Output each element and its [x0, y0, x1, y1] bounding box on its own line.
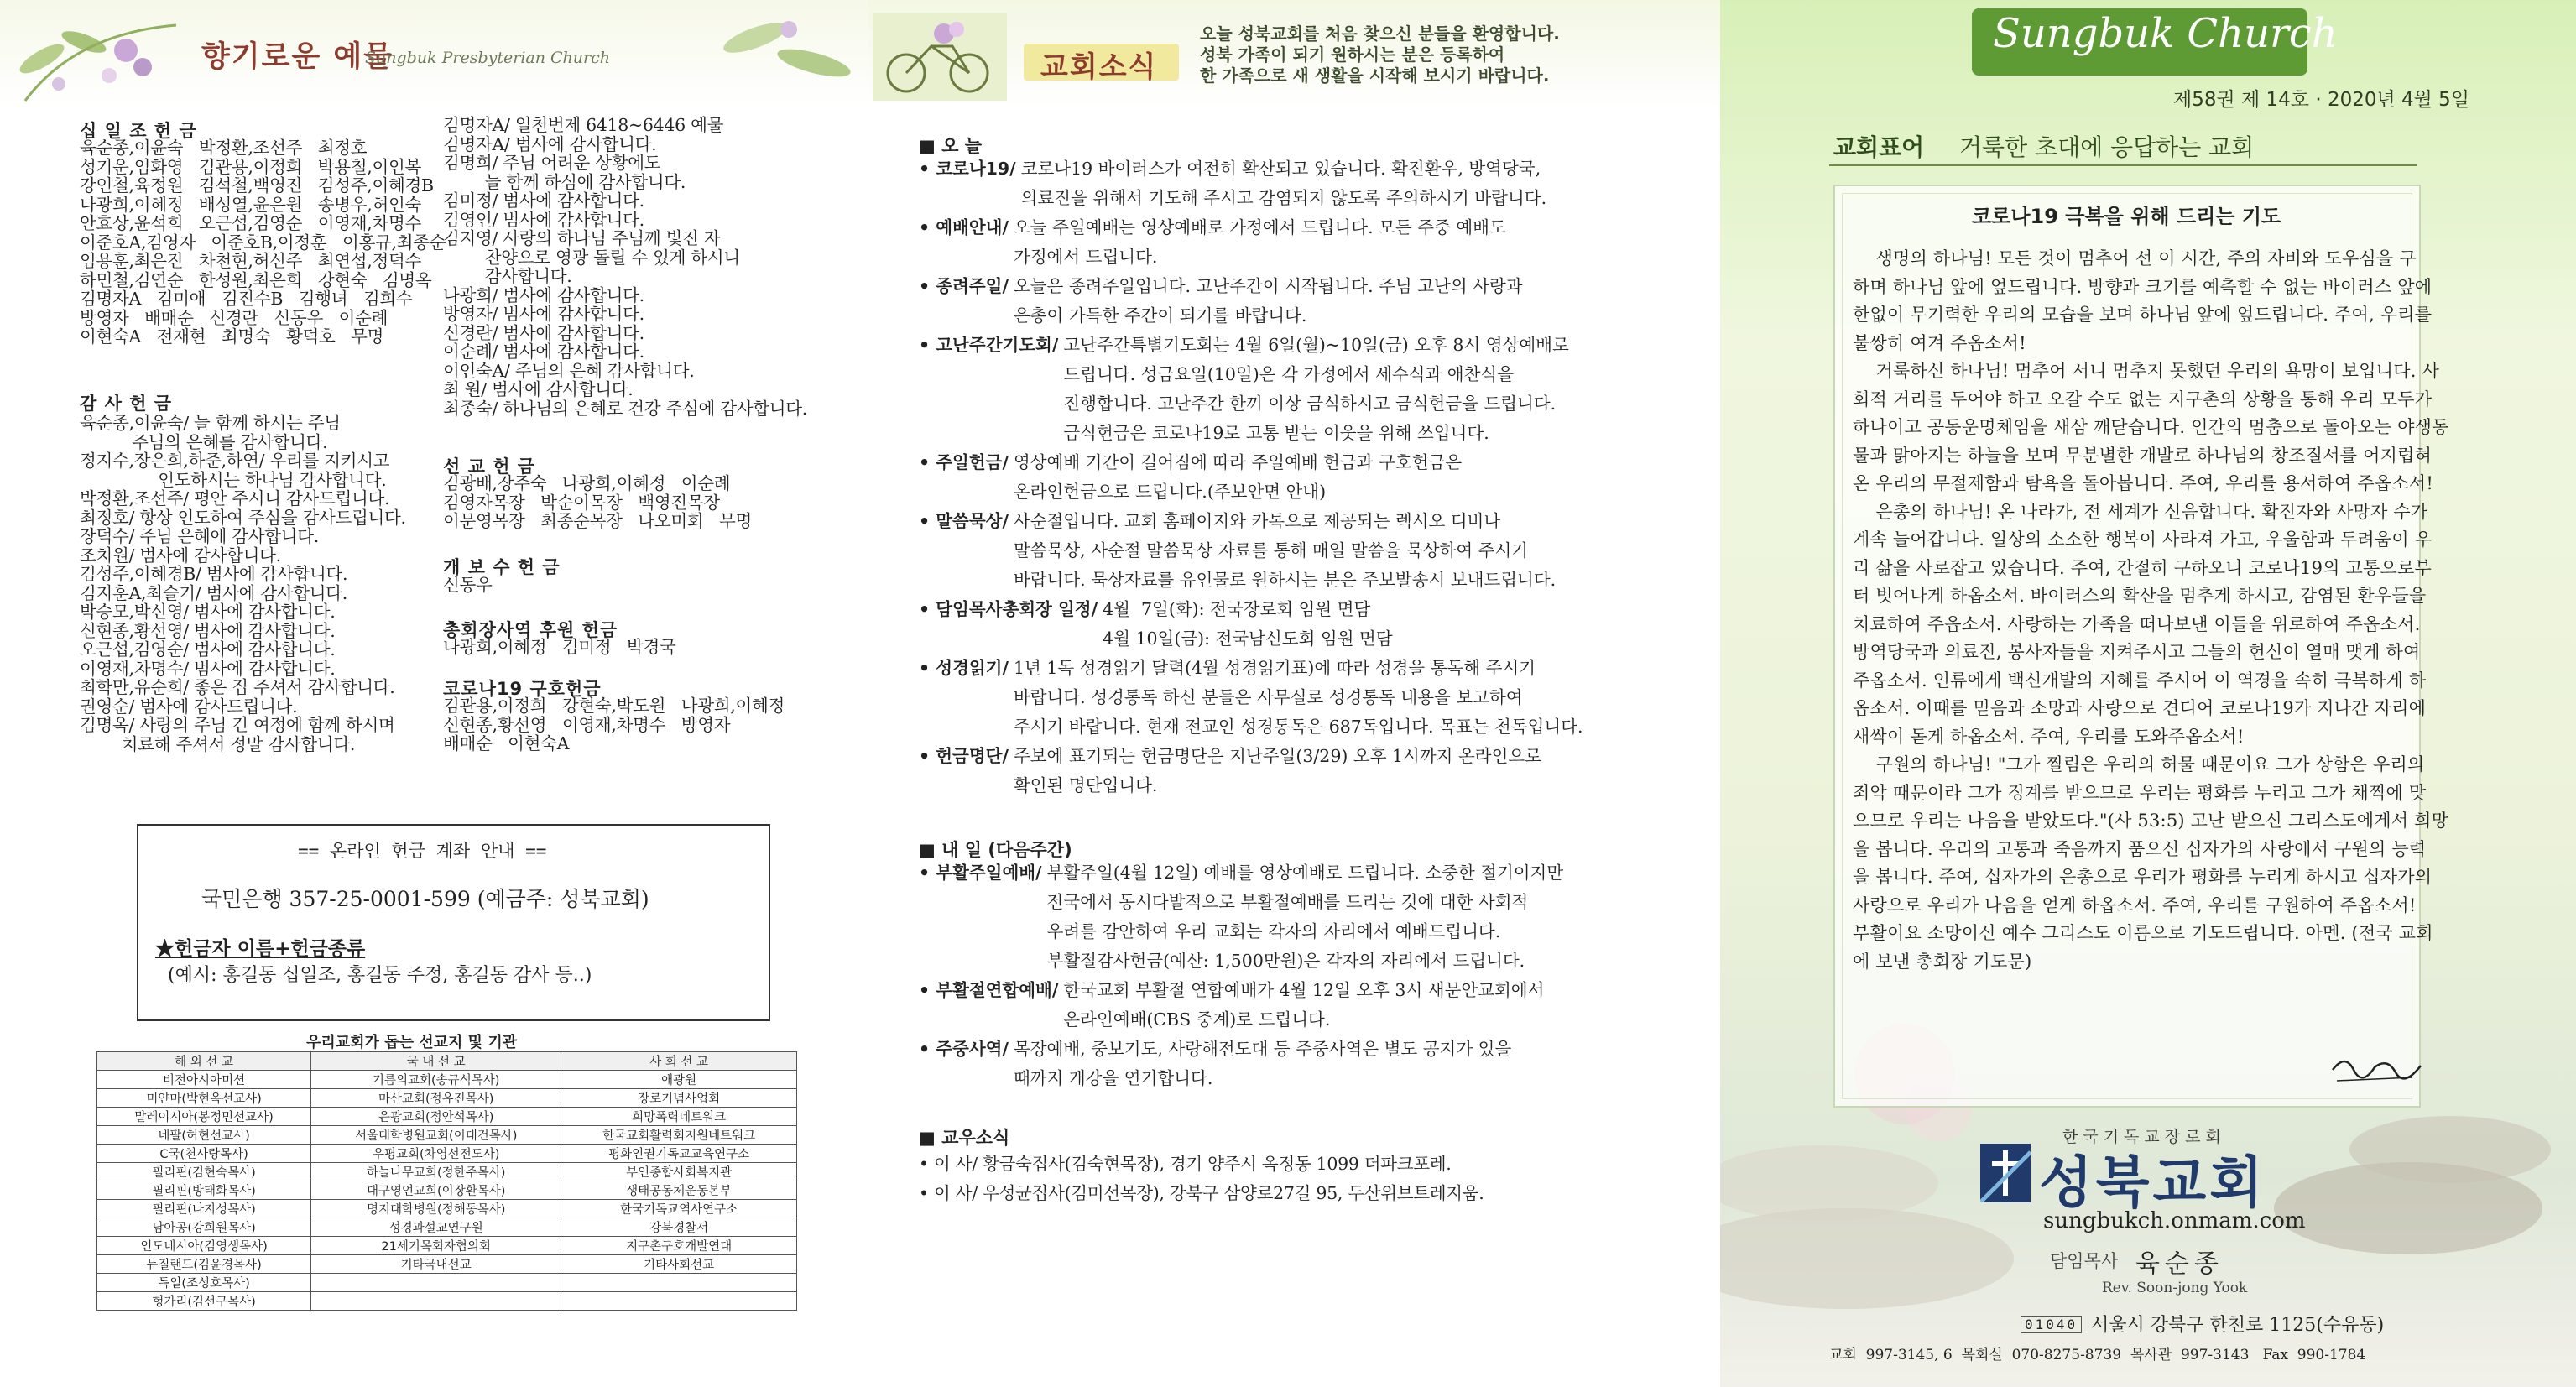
mission-offering-line: 김영자목장 박순이목장 백영진목장: [443, 492, 720, 513]
table-row: [97, 1218, 797, 1237]
news-item-label: • 성경읽기/: [919, 658, 1009, 678]
thanks-line: 이순례/ 범사에 감사합니다.: [443, 342, 644, 362]
member-news-item: • 이 사/ 우성균집사(김미선목장), 강북구 삼양로27길 95, 두산위브트레지움.: [919, 1183, 1484, 1203]
table-header-cell: 사 회 선 교: [561, 1052, 797, 1071]
welcome-message: [1200, 23, 1560, 86]
table-cell: 강북경찰서: [561, 1218, 797, 1237]
news-item-line: 은총이 가득한 주간이 되기를 바랍니다.: [1013, 305, 1307, 326]
prayer-line: 을 봅니다. 우리의 고통과 죽음까지 품으신 십자가의 사랑에서 구원의 능력: [1853, 838, 2427, 859]
thanks-line: 찬양으로 영광 돌릴 수 있게 하시니: [443, 247, 740, 268]
table-cell: 애광원: [561, 1071, 797, 1089]
motto-label: 교회표어: [1833, 133, 1925, 161]
thanks-line: 최정호/ 항상 인도하여 주심을 감사드립니다.: [80, 507, 406, 528]
offering-note-title: ★헌금자 이름+헌금종류: [155, 937, 366, 960]
tithe-line: 이현숙A 전재현 최명숙 황덕호 무명: [80, 326, 384, 347]
thanks-line: 감사합니다.: [443, 266, 572, 286]
covid-offering-line: 신현종,황선영 이영재,차명수 방영자: [443, 714, 731, 735]
church-website[interactable]: sungbukch.onmam.com: [2043, 1208, 2306, 1233]
tithe-line: 김명자A 김미애 김진수B 김행녀 김희수: [80, 289, 413, 309]
table-cell: 희망폭력네트워크: [561, 1108, 797, 1126]
tithe-list: [80, 138, 446, 347]
table-cell: 하늘나무교회(정한주목사): [311, 1163, 561, 1181]
news-item-line: 영상예배 기간이 길어짐에 따라 주일예배 헌금과 구호헌금은: [1013, 452, 1463, 472]
table-cell: 말레이시아(봉정민선교사): [97, 1108, 311, 1126]
table-row: [97, 1181, 797, 1200]
flower-decoration-icon: [8, 8, 193, 105]
church-motto: 거룩한 초대에 응답하는 교회: [1959, 133, 2255, 161]
table-cell: [561, 1292, 797, 1311]
tithe-line: 하민철,김연순 한성원,최은희 강현숙 김명옥: [80, 269, 432, 290]
today-news-list: [919, 154, 1724, 800]
prayer-line: 계속 늘어갑니다. 일상의 소소한 행복이 사라져 가고, 우울함과 두려움이 우: [1853, 529, 2433, 550]
thanks-line: 육순종,이윤숙/ 늘 함께 하시는 주님: [80, 413, 341, 433]
news-item: [919, 507, 1724, 595]
thanks-list-continued: [443, 116, 807, 418]
prayer-line: 하며 하나님 앞에 엎드립니다. 방향과 크기를 예측할 수 없는 바이러스 앞에: [1853, 276, 2433, 297]
issue-info: 제58권 제 14호 · 2020년 4월 5일: [2173, 89, 2470, 111]
thanks-line: 늘 함께 하심에 감사합니다.: [443, 171, 686, 192]
table-cell: 필리핀(나지성목사): [97, 1200, 311, 1218]
prayer-line: 새싹이 돋게 하옵소서. 주여, 우리를 도와주옵소서!: [1853, 726, 2245, 747]
thanks-line: 인도하시는 하나님 감사합니다.: [80, 469, 387, 490]
news-item-line: 1년 1독 성경읽기 달력(4월 성경읽기표)에 따라 성경을 통독해 주시기: [1013, 658, 1536, 678]
table-cell: 비전아시아미션: [97, 1071, 311, 1089]
prayer-line: 을 봅니다. 주여, 십자가의 은총으로 우리가 평화를 누리게 하시고 십자가의: [1853, 867, 2433, 887]
table-row: [97, 1237, 797, 1255]
news-item-line: 부활절감사헌금(예산: 1,500만원)은 각자의 자리에서 드립니다.: [1046, 951, 1525, 971]
news-item-line: 4월 7일(화): 전국장로회 임원 면담: [1103, 599, 1371, 619]
pastor-signature: [2328, 1049, 2425, 1087]
news-item-label: • 부활주일예배/: [919, 863, 1042, 883]
table-cell: C국(천사랑목사): [97, 1145, 311, 1163]
church-address: 서울시 강북구 한천로 1125(수유동): [2091, 1315, 2385, 1336]
table-cell: 한국교회활력회지원네트워크: [561, 1126, 797, 1145]
prayer-line: 회적 거리를 두어야 하고 오갈 수도 없는 지구촌의 상황을 통해 우리 모두가: [1853, 388, 2433, 409]
news-item-line: 온라인헌금으로 드립니다.(주보안면 안내): [1013, 482, 1327, 502]
table-row: [97, 1292, 797, 1311]
news-item-label: • 코로나19/: [919, 159, 1016, 179]
news-item: [919, 595, 1724, 654]
renovation-offering-list: [443, 576, 493, 595]
welcome-line: 한 가족으로 새 생활을 시작해 보시기 바랍니다.: [1200, 65, 1550, 86]
table-row: [97, 1108, 797, 1126]
news-item: [919, 331, 1724, 448]
thanks-line: 김영인/ 범사에 감사합니다.: [443, 209, 644, 230]
thanks-heading: 감 사 헌 금: [80, 394, 173, 414]
renovation-offering-heading: 개 보 수 헌 금: [443, 557, 561, 577]
thanks-line: 최학만,유순희/ 좋은 집 주셔서 감사합니다.: [80, 677, 395, 697]
denomination: 한국기독교장로회: [2062, 1128, 2226, 1146]
news-item: [919, 976, 1724, 1035]
news-item-label: • 종려주일/: [919, 276, 1009, 296]
news-item: [919, 448, 1724, 507]
tithe-line: 육순종,이윤숙 박정환,조선주 최정호: [80, 138, 368, 158]
prayer-line: 리 삶을 사로잡고 있습니다. 주여, 간절히 구하오니 코로나19의 고통으로부: [1853, 557, 2432, 578]
prayer-line: 불쌍히 여겨 주옵소서!: [1853, 332, 2026, 353]
news-item-line: 고난주간특별기도회는 4월 6일(월)~10일(금) 오후 8시 영상예배로: [1063, 335, 1569, 355]
thanks-list: [80, 414, 406, 753]
news-item-line: 의료진을 위해서 기도해 주시고 감염되지 않도록 주의하시기 바랍니다.: [1020, 188, 1547, 208]
news-item-line: 진행합니다. 고난주간 한끼 이상 금식하시고 금식헌금을 드립니다.: [1063, 394, 1557, 414]
thanks-line: 박정환,조선주/ 평안 주시니 감사드립니다.: [80, 488, 390, 508]
thanks-line: 장덕수/ 주님 은혜에 감사합니다.: [80, 526, 320, 546]
missions-table: [96, 1051, 797, 1311]
prayer-line: 한없이 무기력한 우리의 모습을 보며 하나님 앞에 엎드립니다. 주여, 우리를: [1853, 305, 2433, 325]
mission-offering-list: [443, 474, 752, 531]
thanks-line: 정지수,장은희,하준,하연/ 우리를 지키시고: [80, 451, 390, 471]
news-item: [919, 858, 1724, 976]
news-item-line: 온라인예배(CBS 중계)로 드립니다.: [1063, 1009, 1331, 1030]
table-cell: 서울대학병원교회(이대건목사): [311, 1126, 561, 1145]
table-cell: 지구촌구호개발연대: [561, 1237, 797, 1255]
table-cell: 대구영언교회(이장환목사): [311, 1181, 561, 1200]
table-row: [97, 1200, 797, 1218]
mission-offering-line: 이문영목장 최종순목장 나오미회 무명: [443, 511, 752, 531]
news-item: [919, 742, 1724, 800]
thanks-line: 김성주,이혜경B/ 범사에 감사합니다.: [80, 564, 348, 584]
table-cell: 우평교회(차영선전도사): [311, 1145, 561, 1163]
church-emblem-icon: [1980, 1144, 2031, 1202]
news-item-line: 사순절입니다. 교회 홈페이지와 카톡으로 제공되는 렉시오 디비나: [1013, 511, 1501, 531]
table-row: [97, 1274, 797, 1292]
tithe-heading: 십 일 조 헌 금: [80, 121, 197, 141]
table-cell: 평화인권기독교교육연구소: [561, 1145, 797, 1163]
prayer-line: 사랑으로 우리가 나음을 얻게 하옵소서. 주여, 우리를 구원하여 주옵소서!: [1853, 894, 2417, 915]
table-cell: 필리핀(김현숙목사): [97, 1163, 311, 1181]
thanks-line: 김미정/ 범사에 감사합니다.: [443, 190, 644, 211]
table-cell: 네팔(허현선교사): [97, 1126, 311, 1145]
church-logo-text: Sungbuk Church: [1993, 10, 2338, 57]
news-item-line: 전국에서 동시다발적으로 부활절예배를 드리는 것에 대한 사회적: [1046, 892, 1529, 912]
prayer-line: 부활이요 소망이신 예수 그리스도 이름으로 기도드립니다. 아멘. (전국 교회: [1853, 923, 2433, 943]
news-item-line: 바랍니다. 성경통독 하신 분들은 사무실로 성경통독 내용을 보고하여: [1013, 687, 1523, 707]
pastor-name: 육순종: [2135, 1249, 2224, 1279]
news-item-line: 바랍니다. 묵상자료를 유인물로 원하시는 분은 주보발송시 보내드립니다.: [1013, 570, 1557, 590]
prayer-line: 에 보낸 총회장 기도문): [1853, 951, 2032, 972]
covid-offering-line: 김관용,이정희 강현숙,박도원 나광희,이혜정: [443, 696, 785, 716]
table-cell: 마산교회(정유진목사): [311, 1089, 561, 1108]
table-cell: 남아공(강희원목사): [97, 1218, 311, 1237]
missions-table-title: 우리교회가 돕는 선교지 및 기관: [306, 1034, 518, 1051]
bicycle-icon: [873, 13, 1007, 101]
table-cell: 명지대학병원(정해동목사): [311, 1200, 561, 1218]
news-item-line: 4월 10일(금): 전국남신도회 임원 면담: [1103, 628, 1393, 649]
table-row: [97, 1126, 797, 1145]
offering-note-example: (예시: 홍길동 십일조, 홍길동 주정, 홍길동 감사 등..): [168, 965, 592, 986]
news-item-line: 금식헌금은 코로나19로 고통 받는 이웃을 위해 쓰입니다.: [1063, 423, 1489, 443]
table-row: [97, 1145, 797, 1163]
church-name: 성북교회: [2039, 1150, 2267, 1215]
member-news-heading: ■ 교우소식: [919, 1128, 1010, 1148]
thanks-line: 오근섭,김영순/ 범사에 감사합니다.: [80, 639, 336, 660]
prayer-line: 거룩하신 하나님! 멈추어 서니 멈추지 못했던 우리의 욕망이 보입니다. 사: [1853, 361, 2439, 381]
prayer-line: 생명의 하나님! 모든 것이 멈추어 선 이 시간, 주의 자비와 도우심을 구: [1853, 248, 2417, 269]
news-title: 교회소식: [1040, 50, 1158, 84]
thanks-line: 김명희/ 주님 어려운 상황에도: [443, 153, 661, 173]
table-cell: 필리핀(방태화목사): [97, 1181, 311, 1200]
news-item-line: 코로나19 바이러스가 여전히 확산되고 있습니다. 확진환우, 방역당국,: [1020, 159, 1541, 179]
covid-offering-list: [443, 696, 785, 753]
thanks-line: 방영자/ 범사에 감사합니다.: [443, 304, 644, 324]
table-cell: 장로기념사업회: [561, 1089, 797, 1108]
news-item-line: 오늘 주일예배는 영상예배로 가정에서 드립니다. 모든 주중 예배도: [1013, 217, 1506, 237]
news-item-line: 드립니다. 성금요일(10일)은 각 가정에서 세수식과 애찬식을: [1063, 364, 1515, 384]
church-phones: 교회 997-3145, 6 목회실 070-8275-8739 목사관 997-3143 Fax 990-1784: [1829, 1347, 2366, 1364]
prayer-line: 구원의 하나님! "그가 찔림은 우리의 허물 때문이요 그가 상함은 우리의: [1853, 754, 2425, 774]
news-item-line: 한국교회 부활절 연합예배가 4월 12일 오후 3시 새문안교회에서: [1063, 980, 1545, 1000]
next-week-heading: ■ 내 일 (다음주간): [919, 840, 1072, 860]
covid-offering-line: 배매순 이현숙A: [443, 733, 570, 753]
thanks-line: 김지영/ 사랑의 하나님 주님께 빛진 자: [443, 228, 721, 248]
prayer-line: 죄악 때문이라 그가 징계를 받으므로 우리는 평화를 누리고 그가 채찍에 맞: [1853, 782, 2427, 803]
page-title: 향기로운 예물: [201, 40, 394, 74]
prayer-line: 은총의 하나님! 온 나라가, 전 세계가 신음합니다. 확진자와 사망자 수가: [1853, 501, 2428, 522]
news-item-line: 확인된 명단입니다.: [1013, 775, 1158, 795]
tithe-line: 안효상,윤석희 오근섭,김영순 이영재,차명수: [80, 213, 422, 233]
table-cell: 뉴질랜드(김윤경목사): [97, 1255, 311, 1274]
table-row: [97, 1071, 797, 1089]
thanks-line: 조치원/ 범사에 감사합니다.: [80, 545, 281, 566]
member-news-list: [919, 1150, 1484, 1208]
general-offering-line: 나광희,이혜정 김미정 박경국: [443, 637, 676, 657]
thanks-line: 권영순/ 범사에 감사드립니다.: [80, 696, 298, 717]
news-item-line: 말씀묵상, 사순절 말씀묵상 자료를 통해 매일 말씀을 묵상하여 주시기: [1013, 540, 1529, 561]
thanks-line: 김명옥/ 사랑의 주님 긴 여정에 함께 하시며: [80, 715, 395, 735]
table-cell: [561, 1274, 797, 1292]
tithe-line: 성기운,임화영 김관용,이정희 박용철,이인복: [80, 156, 422, 177]
thanks-line: 치료해 주셔서 정말 감사합니다.: [80, 733, 356, 754]
thanks-line: 나광희/ 범사에 감사합니다.: [443, 284, 644, 305]
thanks-line: 이영재,차명수/ 범사에 감사합니다.: [80, 658, 336, 679]
thanks-line: 최 원/ 범사에 감사합니다.: [443, 379, 634, 399]
pastor-label: 담임목사: [2050, 1251, 2119, 1271]
news-item-line: 우려를 감안하여 우리 교회는 각자의 자리에서 예배드립니다.: [1046, 921, 1501, 941]
prayer-text: [1853, 245, 2449, 976]
table-cell: 독일(조성호목사): [97, 1274, 311, 1292]
general-offering-heading: 총회장사역 후원 헌금: [443, 620, 618, 640]
tithe-line: 임용훈,최은진 차천현,허신주 최연섭,정덕수: [80, 251, 422, 271]
prayer-line: 온 우리의 무절제함과 탐욕을 돌아봅니다. 주여, 우리를 용서하여 주옵소서!: [1853, 473, 2433, 493]
table-cell: 은광교회(정안석목사): [311, 1108, 561, 1126]
tithe-line: 강인철,육정원 김석철,백영진 김성주,이혜경B: [80, 175, 434, 196]
news-item-line: 목장예배, 중보기도, 사랑해전도대 등 주중사역은 별도 공지가 있을: [1013, 1039, 1512, 1059]
table-cell: 생태공동체운동본부: [561, 1181, 797, 1200]
news-item-label: • 말씀묵상/: [919, 511, 1009, 531]
prayer-line: 터 벗어나게 하옵소서. 바이러스의 확산을 멈추게 하시고, 감염된 환우들을: [1853, 586, 2427, 606]
news-item-line: 오늘은 종려주일입니다. 고난주간이 시작됩니다. 주님 고난의 사랑과: [1013, 276, 1523, 296]
page-subtitle: Sungbuk Presbyterian Church: [365, 49, 610, 67]
table-cell: 기름의교회(송규석목사): [311, 1071, 561, 1089]
general-offering-list: [443, 638, 676, 657]
news-item-line: 가정에서 드립니다.: [1013, 247, 1158, 267]
pastor-english-name: Rev. Soon-jong Yook: [2102, 1280, 2248, 1296]
news-item-label: • 헌금명단/: [919, 746, 1009, 766]
thanks-line: 신경란/ 범사에 감사합니다.: [443, 322, 644, 343]
news-item-label: • 주일헌금/: [919, 452, 1009, 472]
prayer-line: 옵소서. 이때를 믿음과 소망과 사랑으로 견디어 코로나19가 지나간 자리에: [1853, 698, 2427, 718]
leaf-decoration-icon: [705, 4, 864, 101]
table-cell: 한국기독교역사연구소: [561, 1200, 797, 1218]
news-item-label: • 담임목사총회장 일정/: [919, 599, 1098, 619]
prayer-line: 물과 맑아지는 하늘을 보며 무분별한 개발로 하나님의 창조질서를 어지럽혀: [1853, 445, 2433, 466]
table-header-cell: 해 외 선 교: [97, 1052, 311, 1071]
table-cell: [311, 1274, 561, 1292]
table-row: [97, 1089, 797, 1108]
prayer-line: 주옵소서. 인류에게 백신개발의 지혜를 주시어 이 역경을 속히 극복하게 하: [1853, 670, 2427, 691]
table-cell: 헝가리(김선구목사): [97, 1292, 311, 1311]
prayer-line: 으므로 우리는 나음을 받았도다."(사 53:5) 고난 받으신 그리스도에게서 희망: [1853, 811, 2449, 831]
renovation-offering-line: 신동우: [443, 575, 493, 595]
news-item-line: 때까지 개강을 연기합니다.: [1013, 1068, 1213, 1088]
thanks-line: 신현종,황선영/ 범사에 감사합니다.: [80, 620, 336, 641]
news-item: [919, 654, 1724, 742]
news-item: [919, 272, 1724, 331]
welcome-line: 성북 가족이 되기 원하시는 분은 등록하여: [1200, 44, 1505, 65]
prayer-line: 방역당국과 의료진, 봉사자들을 지켜주시고 그들의 헌신이 열매 맺게 하여: [1853, 642, 2421, 662]
bank-account: 국민은행 357-25-0001-599 (예금주: 성북교회): [201, 887, 649, 911]
thanks-line: 김명자A/ 일천번제 6418~6446 예물: [443, 115, 724, 135]
news-item-line: 주보에 표기되는 헌금명단은 지난주일(3/29) 오후 1시까지 온라인으로: [1013, 746, 1542, 766]
table-cell: 부인종합사회복지관: [561, 1163, 797, 1181]
tithe-line: 방영자 배매순 신경란 신동우 이순례: [80, 307, 388, 328]
table-cell: 21세기목회자협의회: [311, 1237, 561, 1255]
table-cell: 성경과설교연구원: [311, 1218, 561, 1237]
table-cell: [311, 1292, 561, 1311]
table-cell: 기타국내선교: [311, 1255, 561, 1274]
today-heading: ■ 오 늘: [919, 136, 983, 156]
table-header-cell: 국 내 선 교: [311, 1052, 561, 1071]
tithe-line: 나광희,이혜정 배성열,윤은원 송병우,허인숙: [80, 194, 422, 215]
postal-code: 01040: [2021, 1316, 2082, 1333]
next-week-news-list: [919, 858, 1724, 1093]
news-item-label: • 고난주간기도회/: [919, 335, 1059, 355]
news-item: [919, 154, 1724, 213]
welcome-line: 오늘 성북교회를 처음 찾으신 분들을 환영합니다.: [1200, 23, 1560, 44]
table-cell: 기타사회선교: [561, 1255, 797, 1274]
tithe-line: 이준호A,김영자 이준호B,이정훈 이홍규,최종순: [80, 232, 446, 253]
prayer-line: 하나이고 공동운명체임을 새삼 깨닫습니다. 인간의 멈춤으로 돌아오는 야생동: [1853, 417, 2449, 437]
thanks-line: 최종숙/ 하나님의 은혜로 건강 주심에 감사합니다.: [443, 398, 807, 419]
news-item-label: • 예배안내/: [919, 217, 1009, 237]
news-item-line: 주시기 바랍니다. 현재 전교인 성경통독은 687독입니다. 목표는 천독입니다.: [1013, 717, 1583, 737]
member-news-item: • 이 사/ 황금숙집사(김숙현목장), 경기 양주시 옥정동 1099 더파크포레.: [919, 1154, 1452, 1174]
table-cell: 인도네시아(김영생목사): [97, 1237, 311, 1255]
table-row: [97, 1163, 797, 1181]
thanks-line: 이인숙A/ 주님의 은혜 감사합니다.: [443, 360, 695, 381]
thanks-line: 김지훈A,최슬기/ 범사에 감사합니다.: [80, 582, 348, 603]
table-row: [97, 1255, 797, 1274]
news-item-label: • 주중사역/: [919, 1039, 1009, 1059]
online-offering-title: == 온라인 헌금 계좌 안내 ==: [298, 841, 547, 861]
prayer-line: 치료하여 주옵소서. 사랑하는 가족을 떠나보낸 이들을 위로하여 주옵소서.: [1853, 613, 2421, 634]
thanks-line: 주님의 은혜를 감사합니다.: [80, 431, 328, 452]
covid-offering-heading: 코로나19 구호헌금: [443, 679, 602, 699]
news-item: [919, 213, 1724, 272]
table-cell: 미얀마(박현옥선교사): [97, 1089, 311, 1108]
prayer-title: 코로나19 극복을 위해 드리는 기도: [1972, 205, 2281, 228]
thanks-line: 박승모,박신영/ 범사에 감사합니다.: [80, 602, 336, 622]
news-item-line: 부활주일(4월 12일) 예배를 영상예배로 드립니다. 소중한 절기이지만: [1046, 863, 1564, 883]
mission-offering-line: 김광배,장주숙 나광희,이혜정 이순례: [443, 473, 731, 493]
news-item-label: • 부활절연합예배/: [919, 980, 1059, 1000]
news-item: [919, 1035, 1724, 1093]
thanks-line: 김명자A/ 범사에 감사합니다.: [443, 133, 657, 154]
mission-offering-heading: 선 교 헌 금: [443, 456, 536, 477]
